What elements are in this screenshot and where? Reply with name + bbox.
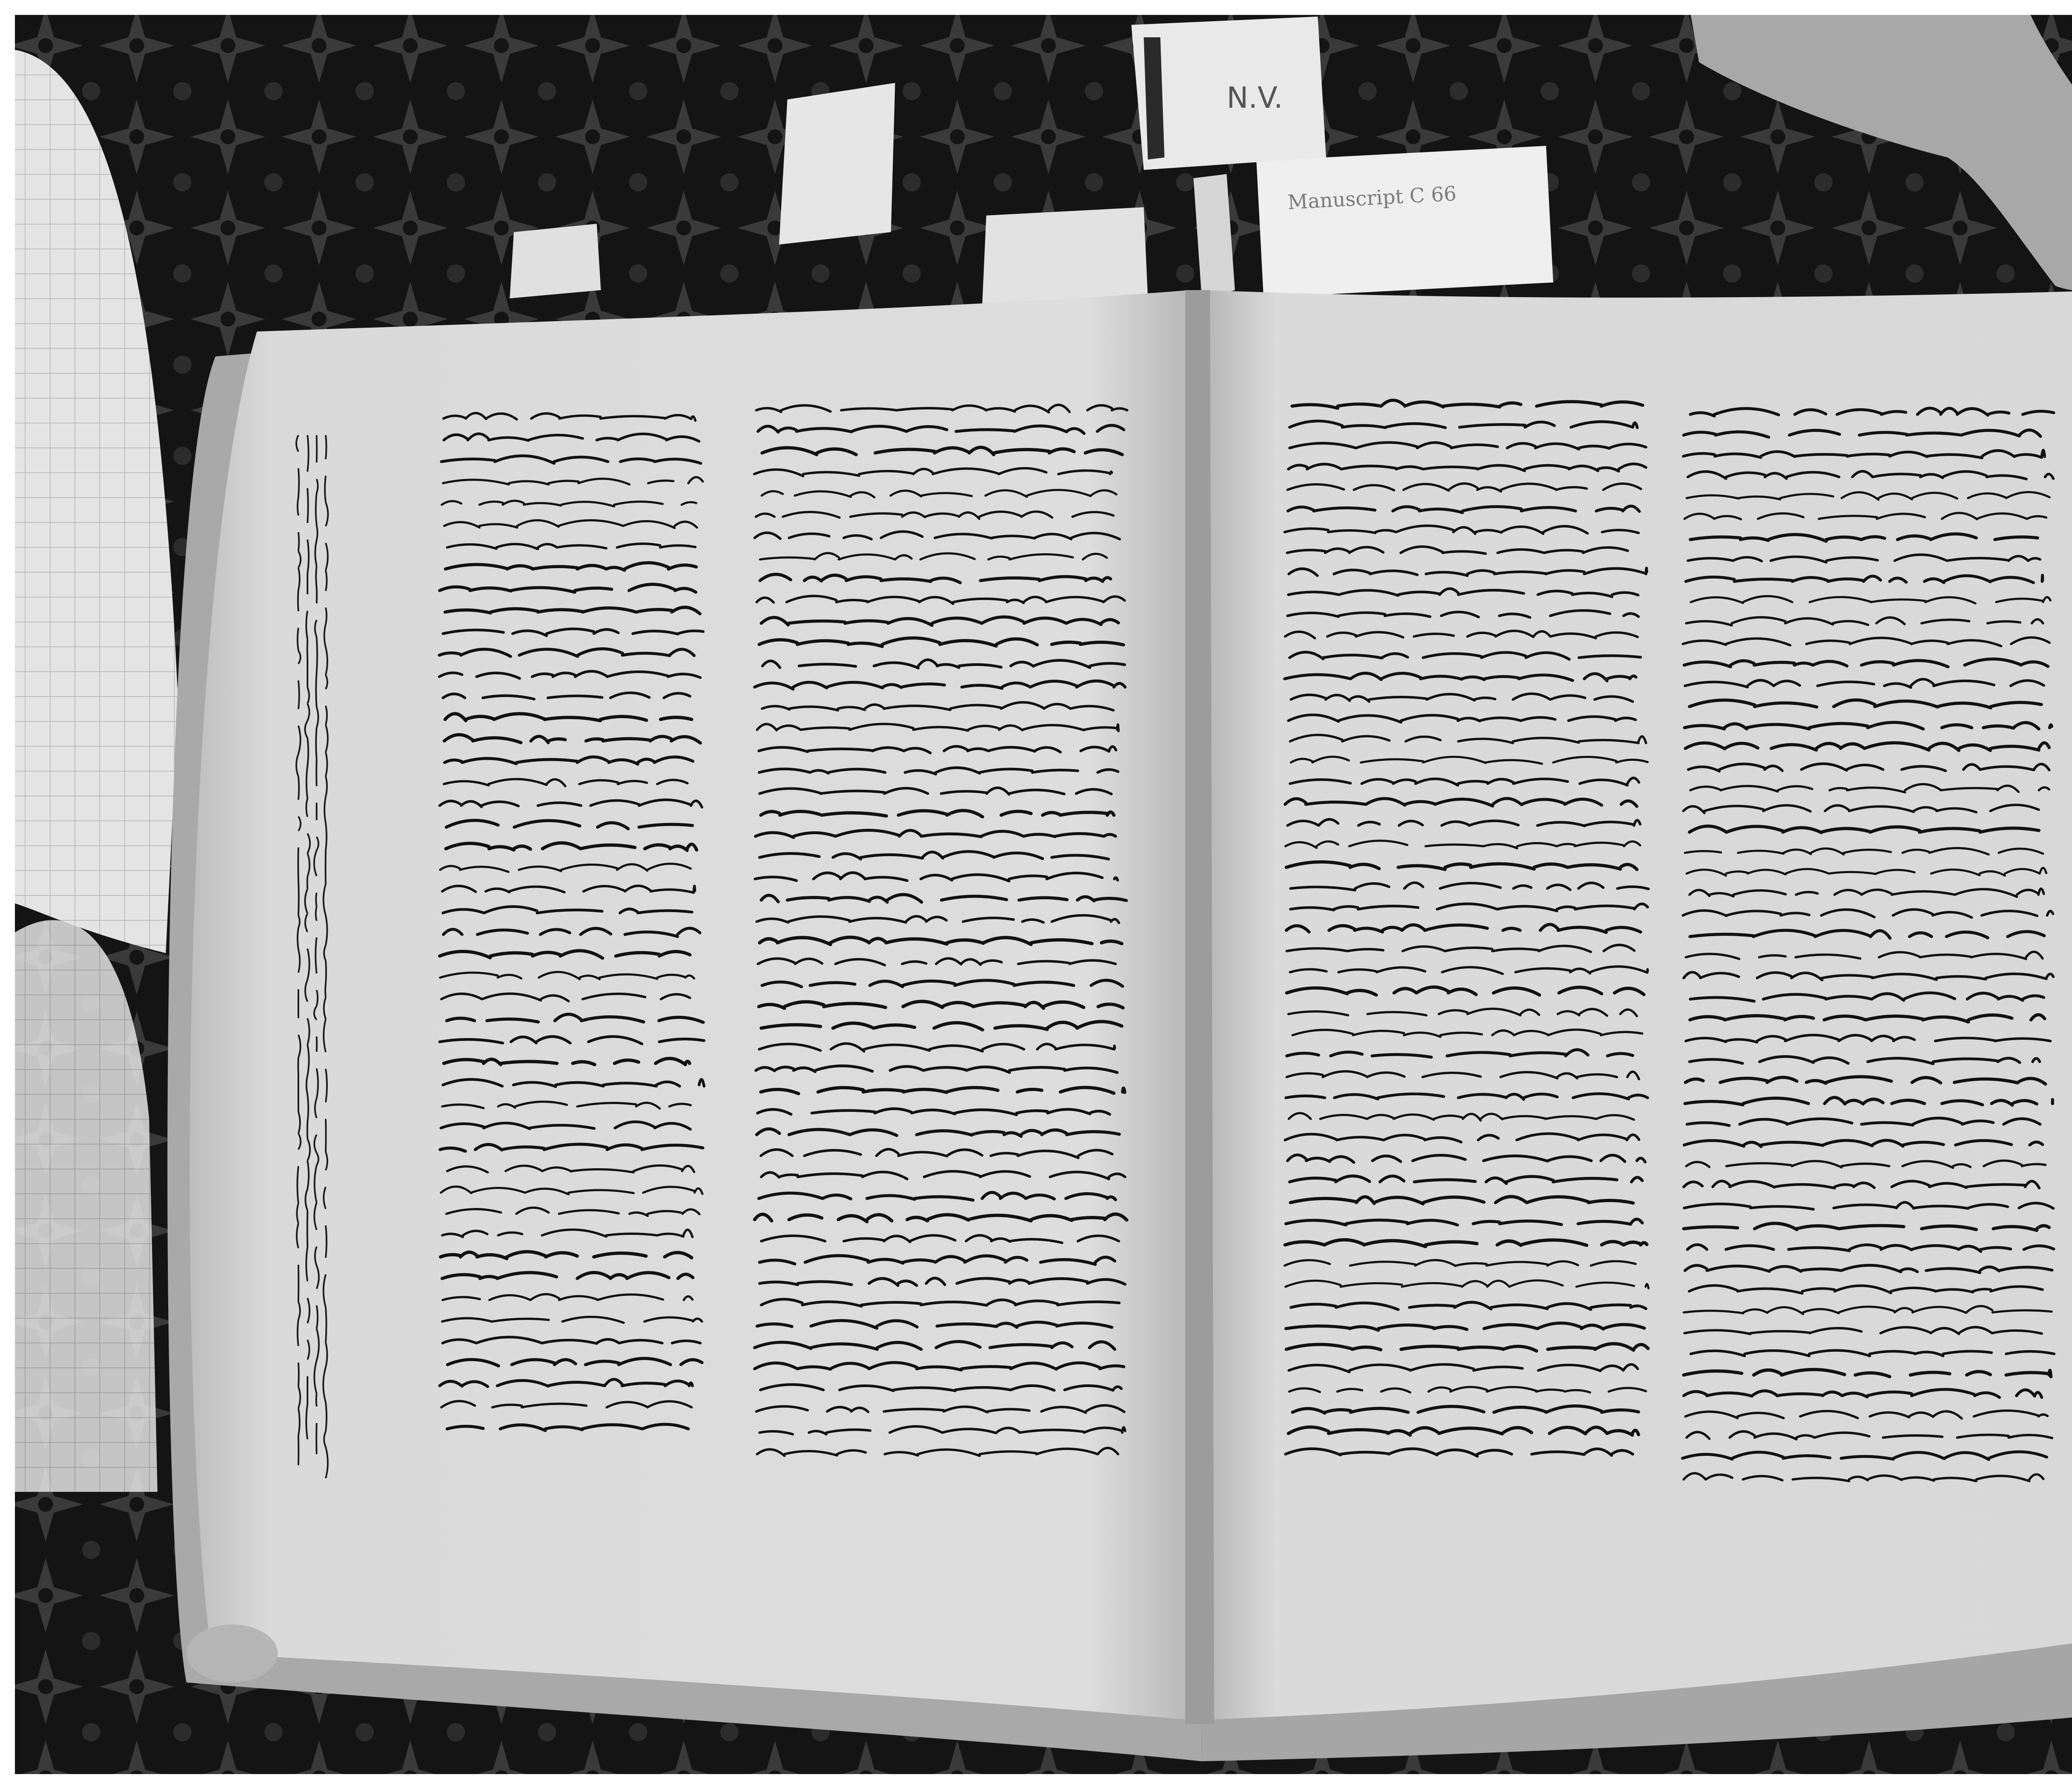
thumb-bottom-left <box>186 1624 278 1682</box>
catalogue-tag <box>1256 146 1553 298</box>
tag-text: Manuscript C 66 <box>1287 182 1457 214</box>
right-page <box>1202 286 2072 1720</box>
gutter <box>1185 290 1214 1724</box>
ruler-label <box>1131 17 1326 170</box>
ruler-text: N.V. <box>1227 81 1283 115</box>
